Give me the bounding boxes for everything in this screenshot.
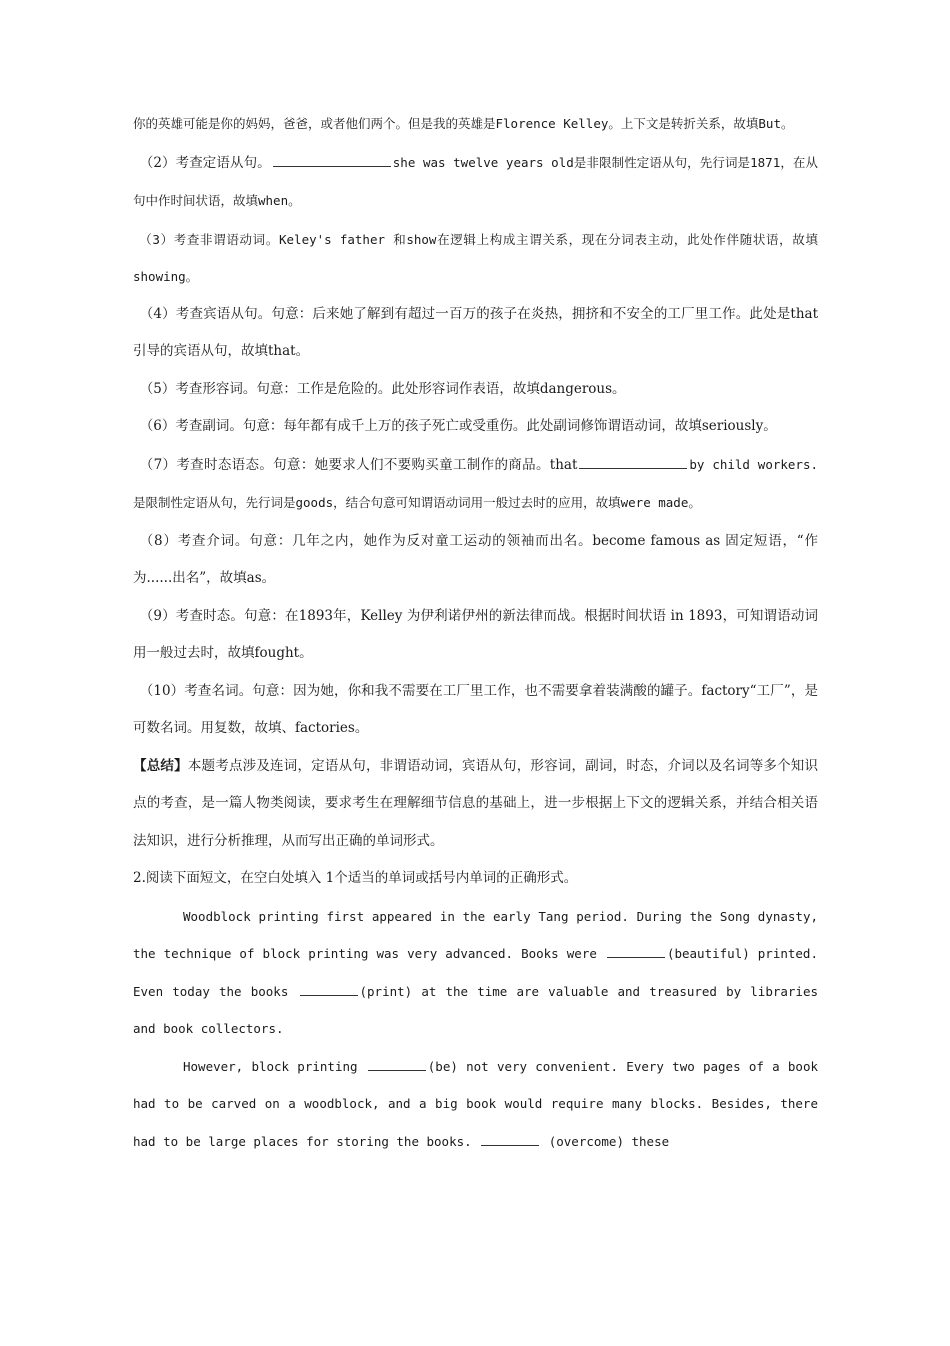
summary-text: 本题考点涉及连词，定语从句，非谓语动词，宾语从句，形容词，副词，时态，介词以及名词等多个知识点的考查，是一篇人物类阅读，要求考生在理解细节信息的基础上，进一步根据上下文的逻辑关系，并结合相关语法知识，进行分析推理，从而写出正确的单词形式。: [133, 757, 819, 849]
explanation-3: （3）考查非谓语动词。Keley's father 和show在逻辑上构成主谓关系，现在分词表主动，此处作伴随状语，故填showing。: [133, 231, 818, 284]
explanation-6: （6）考查副词。句意：每年都有成千上万的孩子死亡或受重伤。此处副词修饰谓语动词，故填seriously。: [139, 418, 777, 434]
answer-blank: [273, 152, 391, 167]
exercise-p2-part-a: However, block printing: [183, 1058, 358, 1074]
paragraph-1: [133, 105, 818, 144]
explanation-8: （8）考查介词。句意：几年之内，她作为反对童工运动的领袖而出名。become famous as 固定短语，“作为......出名”，故填as。: [133, 532, 818, 586]
exercise-p2-part-b: (be) not very convenient. Every two pages of a book had to be carved on a woodblock, and a big book would require many blocks. Besides, there had to be large places for storing the books.: [133, 1058, 819, 1149]
exercise-paragraph-2: [133, 1048, 818, 1161]
explanation-7-body: by child workers.是限制性定语从句，先行词是goods，结合句意可知谓语动词用一般过去时的应用，故填were made。: [133, 456, 819, 510]
question-2-instruction: 2.阅读下面短文，在空白处填入 1个适当的单词或括号内单词的正确形式。: [133, 870, 578, 886]
fill-blank-1[interactable]: [607, 943, 665, 958]
paragraph-1-text: 你的英雄可能是你的妈妈，爸爸，或者他们两个。但是我的英雄是Florence Kelley。上下文是转折关系，故填But。: [133, 116, 794, 131]
explanation-5: （5）考查形容词。句意：工作是危险的。此处形容词作表语，故填dangerous。: [139, 380, 626, 397]
answer-blank: [579, 454, 687, 469]
explanation-2-body: she was twelve years old是非限制性定语从句，先行词是1871，在从句中作时间状语，故填when。: [133, 154, 819, 208]
explanation-2-head: （2）考查定语从句。: [139, 154, 271, 171]
fill-blank-4[interactable]: [481, 1131, 539, 1146]
explanation-2: [133, 144, 818, 221]
explanation-9: （9）考查时态。句意：在1893年，Kelley 为伊利诺伊州的新法律而战。根据时间状语 in 1893，可知谓语动词用一般过去时，故填fought。: [133, 607, 818, 661]
summary-tag: 【总结】: [133, 757, 188, 774]
explanation-7-head: （7）考查时态语态。句意：她要求人们不要购买童工制作的商品。that: [139, 456, 578, 473]
explanation-7: [133, 446, 818, 523]
fill-blank-3[interactable]: [368, 1056, 426, 1071]
exercise-p1-part-c: (print) at the time are valuable and treasured by libraries and book collectors.: [133, 983, 819, 1036]
document-body: [133, 105, 818, 1160]
explanation-4: （4）考查宾语从句。句意：后来她了解到有超过一百万的孩子在炎热，拥挤和不安全的工厂里工作。此处是that引导的宾语从句，故填that。: [133, 305, 818, 359]
exercise-paragraph-1: [133, 898, 818, 1048]
explanation-10: （10）考查名词。句意：因为她，你和我不需要在工厂里工作，也不需要拿着装满酸的罐子。factory“工厂”，是可数名词。用复数，故填、factories。: [133, 682, 818, 736]
exercise-p1-part-b: (beautiful) printed. Even today the books: [133, 946, 818, 999]
fill-blank-2[interactable]: [300, 981, 358, 996]
exercise-p1-part-a: Woodblock printing first appeared in the early Tang period. During the Song dynasty, the technique of block printing was very advanced. Books were: [133, 908, 818, 961]
exercise-p2-part-c: (overcome) these: [548, 1133, 670, 1149]
summary: [133, 748, 818, 861]
